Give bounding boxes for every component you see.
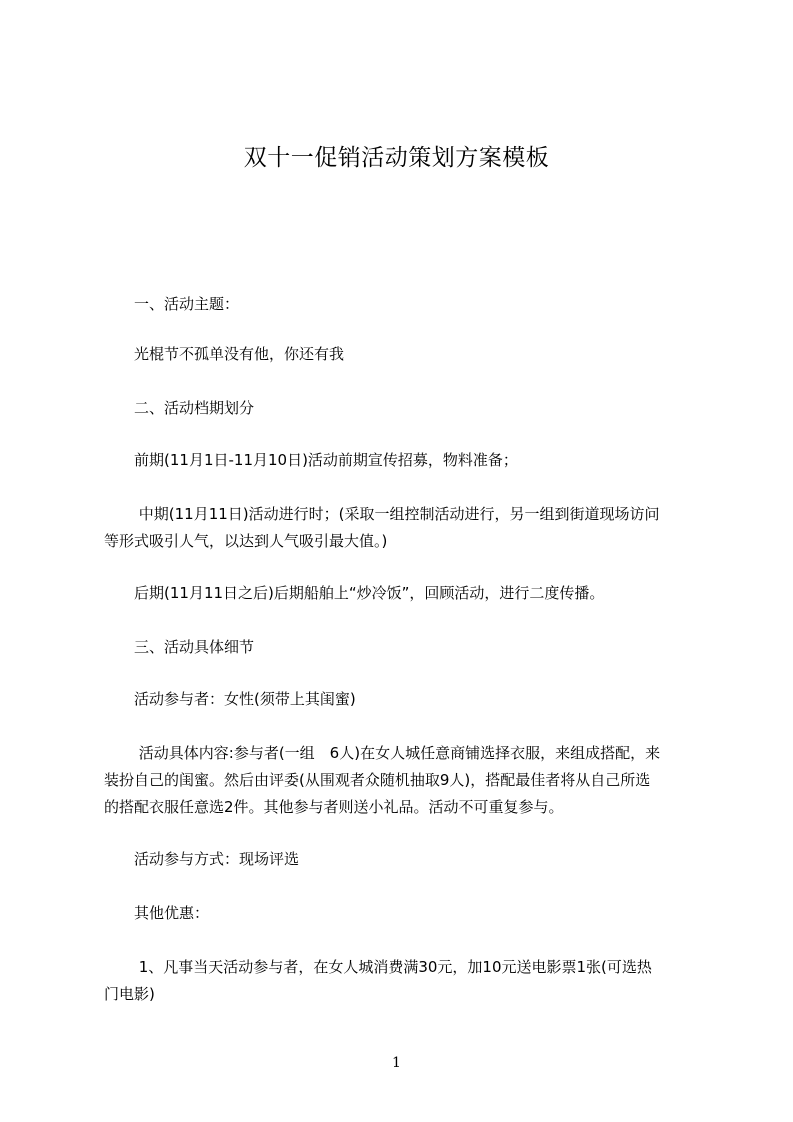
paragraph [104, 395, 704, 422]
text-line: 其他优惠： [104, 904, 210, 922]
text-line: 门电影) [104, 985, 155, 1003]
text-line: 活动参与方式：现场评选 [104, 850, 300, 868]
paragraph [104, 341, 704, 368]
paragraph [104, 447, 704, 474]
text-line: 活动参与者：女性(须带上其闺蜜) [104, 690, 356, 708]
text-line: 1、凡事当天活动参与者，在女人城消费满30元，加10元送电影票1张(可选热 [104, 958, 652, 976]
paragraph [104, 846, 704, 873]
paragraph [104, 740, 704, 821]
text-line: 后期(11月11日之后)后期船舶上“炒冷饭”，回顾活动，进行二度传播。 [104, 584, 605, 602]
paragraph [104, 686, 704, 713]
text-line: 光棍节不孤单没有他，你还有我 [104, 345, 345, 363]
text-line: 活动具体内容:参与者(一组 6人)在女人城任意商铺选择衣服，来组成搭配，来 [104, 744, 661, 762]
text-line: 二、活动档期划分 [104, 399, 255, 417]
page-number: 1 [392, 1055, 401, 1071]
text-line: 三、活动具体细节 [104, 638, 255, 656]
paragraph [104, 501, 704, 555]
text-line: 装扮自己的闺蜜。然后由评委(从围观者众随机抽取9人)，搭配最佳者将从自己所选 [104, 771, 651, 789]
paragraph [104, 900, 704, 927]
text-line: 等形式吸引人气，以达到人气吸引最大值。) [104, 532, 388, 550]
paragraph [104, 954, 704, 1008]
paragraph [104, 634, 704, 661]
text-line: 一、活动主题： [104, 295, 240, 313]
document-title: 双十一促销活动策划方案模板 [243, 145, 550, 171]
paragraph [104, 580, 704, 607]
text-line: 的搭配衣服任意选2件。其他参与者则送小礼品。活动不可重复参与。 [104, 798, 564, 816]
text-line: 中期(11月11日)活动进行时；(采取一组控制活动进行，另一组到街道现场访问 [104, 505, 660, 523]
paragraph [104, 291, 704, 318]
text-line: 前期(11月1日-11月10日)活动前期宣传招募，物料准备； [104, 451, 518, 469]
